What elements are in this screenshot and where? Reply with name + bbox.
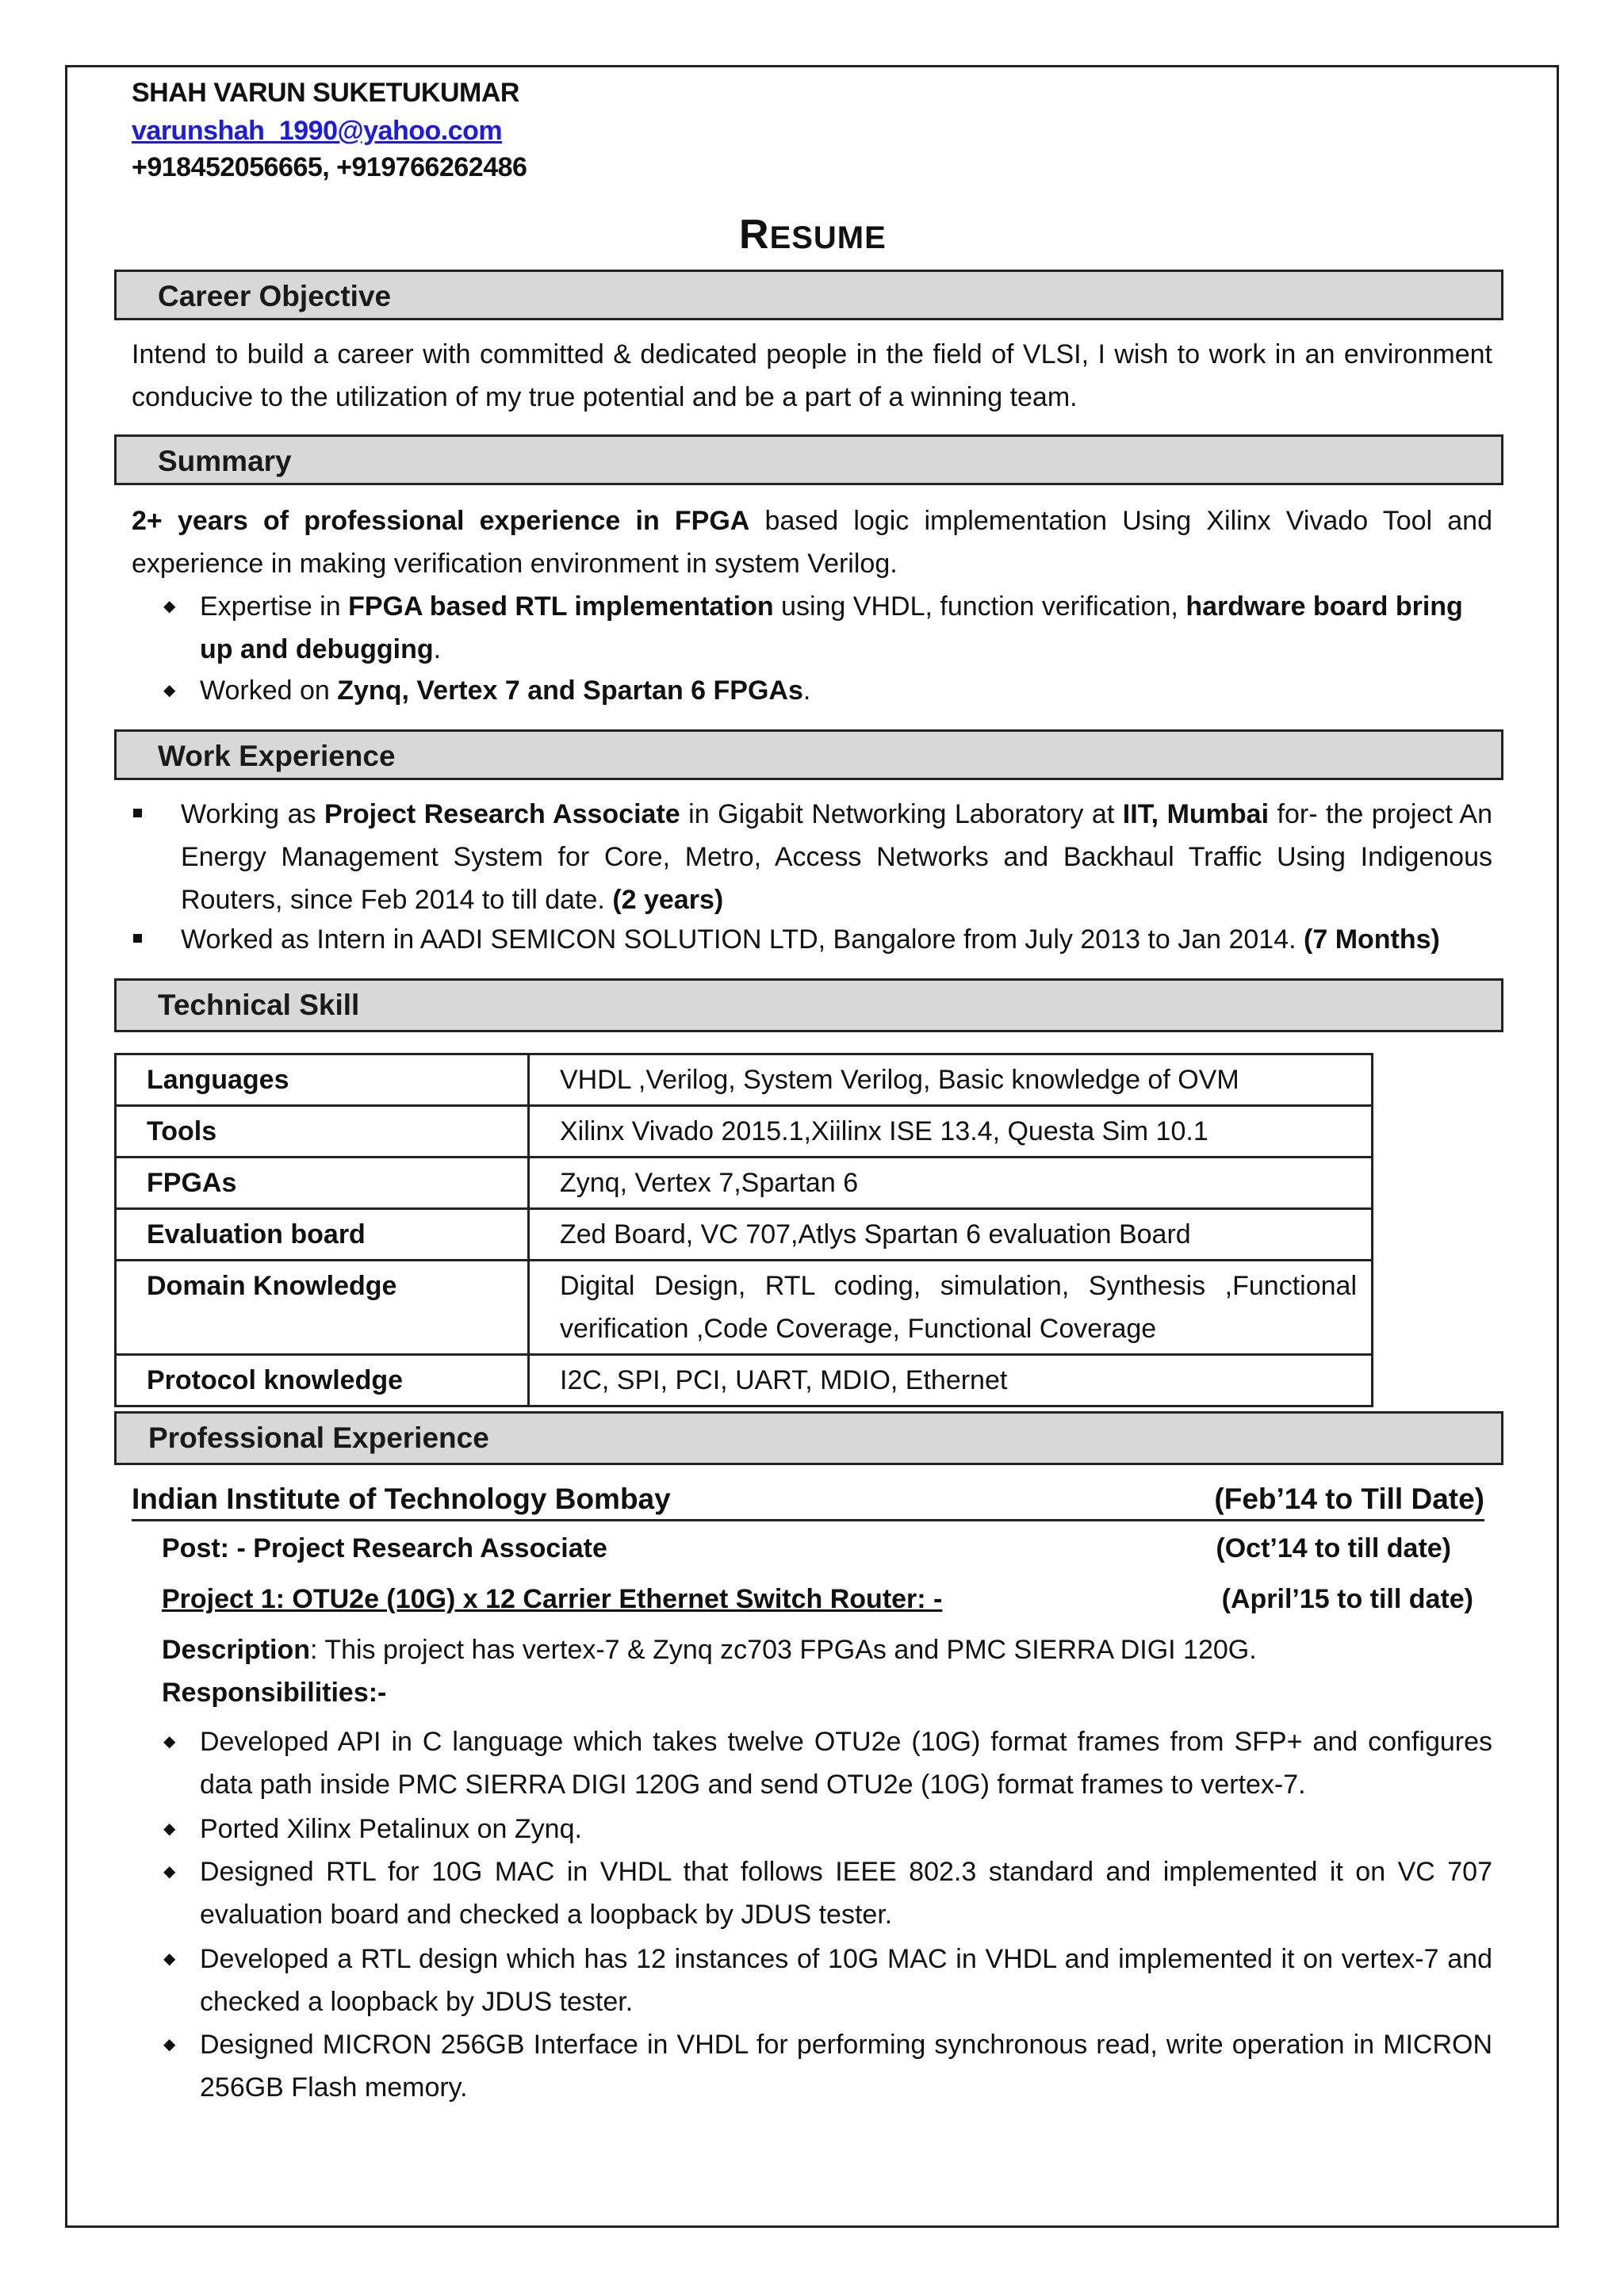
work-item-2 <box>181 918 1440 961</box>
bullet-diamond-icon: ◆ <box>163 1820 176 1838</box>
summary-title: Summary <box>158 445 292 477</box>
responsibility-item: Developed API in C language which takes twelve OTU2e (10G) format frames from SFP+ and configures data path inside PMC SIERRA DIGI 120G and send OTU2e (10G) format frames to vertex-7. <box>200 1727 1492 1800</box>
summary-header <box>114 434 1503 485</box>
bullet-diamond-icon: ◆ <box>163 1950 176 1968</box>
responsibility-item: Ported Xilinx Petalinux on Zynq. <box>200 1814 582 1844</box>
skills-row <box>116 1355 1373 1406</box>
work-item-1 <box>181 793 1492 921</box>
work-1-pre: Working as <box>181 799 324 829</box>
org-dates: (Feb’14 to Till Date) <box>1214 1483 1484 1515</box>
summary-b1-mid: using VHDL, function verification, <box>773 591 1186 622</box>
professional-experience-title: Professional Experience <box>148 1422 489 1454</box>
email-link[interactable]: varunshah_1990@yahoo.com <box>132 116 503 146</box>
work-experience-header <box>114 729 1503 780</box>
skills-row <box>116 1054 1373 1106</box>
career-objective-text: Intend to build a career with committed & dedicated people in the field of VLSI, I wish to work in an environment conducive to the utilization of my true potential and be a part of a winning team. <box>132 339 1492 412</box>
summary-bullet-1 <box>200 585 1492 671</box>
skill-value: Xilinx Vivado 2015.1,Xiilinx ISE 13.4, Questa Sim 10.1 <box>529 1106 1373 1158</box>
work-1-rest: for- the project An Energy Management System for Core, Metro, Access Networks and Backhaul Traffic Using Indigenous Routers, since Feb 2014 to till date. <box>181 799 1493 915</box>
work-2-duration: (7 Months) <box>1304 924 1440 955</box>
description-label: Description <box>162 1635 311 1665</box>
skill-value: I2C, SPI, PCI, UART, MDIO, Ethernet <box>529 1355 1373 1406</box>
summary-b1-end: . <box>433 634 442 664</box>
summary-b1-pre: Expertise in <box>200 591 349 622</box>
project-title: Project 1: OTU2e (10G) x 12 Carrier Ethernet Switch Router: - <box>162 1584 943 1614</box>
org-name: Indian Institute of Technology Bombay <box>132 1483 671 1515</box>
responsibility-item: Designed MICRON 256GB Interface in VHDL for performing synchronous read, write operation in MICRON 256GB Flash memory. <box>200 2030 1492 2103</box>
skill-value: Digital Design, RTL coding, simulation, Synthesis ,Functional verification ,Code Coverage, Functional Coverage <box>529 1261 1373 1355</box>
summary-b2-pre: Worked on <box>200 675 338 706</box>
career-objective-title: Career Objective <box>158 280 392 312</box>
work-1-mid: in Gigabit Networking Laboratory at <box>680 799 1123 829</box>
skill-category: Languages <box>116 1054 529 1106</box>
bullet-diamond-icon: ◆ <box>163 2036 176 2053</box>
summary-intro-bold: 2+ years of professional experience in FPGA <box>132 506 750 536</box>
bullet-square-icon <box>133 934 142 943</box>
responsibility-item: Developed a RTL design which has 12 instances of 10G MAC in VHDL and implemented it on vertex-7 and checked a loopback by JDUS tester. <box>200 1944 1492 2017</box>
skills-table <box>114 1053 1373 1407</box>
bullet-diamond-icon: ◆ <box>163 1863 176 1881</box>
skill-category: Protocol knowledge <box>116 1355 529 1406</box>
professional-experience-header <box>114 1411 1503 1465</box>
org-underline <box>132 1519 1484 1521</box>
bullet-diamond-icon: ◆ <box>163 598 176 615</box>
summary-b1-bold1: FPGA based RTL implementation <box>348 591 774 622</box>
responsibility-item: Designed RTL for 10G MAC in VHDL that follows IEEE 802.3 standard and implemented it on VC 707 evaluation board and checked a loopback by JDUS tester. <box>200 1857 1492 1930</box>
work-2-text: Worked as Intern in AADI SEMICON SOLUTION LTD, Bangalore from July 2013 to Jan 2014. <box>181 924 1304 955</box>
skill-category: FPGAs <box>116 1158 529 1209</box>
work-1-role: Project Research Associate <box>324 799 680 829</box>
skill-value: Zynq, Vertex 7,Spartan 6 <box>529 1158 1373 1209</box>
career-objective-header <box>114 270 1503 320</box>
skill-category: Tools <box>116 1106 529 1158</box>
skills-row <box>116 1261 1373 1355</box>
bullet-square-icon <box>133 809 142 817</box>
post-title: Post: - Project Research Associate <box>162 1533 607 1563</box>
work-1-duration: (2 years) <box>612 885 724 915</box>
resume-title-initial: R <box>739 212 770 258</box>
technical-skill-header <box>114 978 1503 1032</box>
summary-b2-bold: Zynq, Vertex 7 and Spartan 6 FPGAs <box>337 675 803 706</box>
summary-intro-rest: based logic implementation Using Xilinx Vivado Tool and experience in making verification environment in system Verilog. <box>132 506 1493 579</box>
summary-b1-bold2: hardware board bring up and debugging <box>200 591 1463 664</box>
phone-numbers: +918452056665, +919766262486 <box>132 152 527 182</box>
project-description <box>162 1635 1257 1666</box>
skills-row <box>116 1209 1373 1261</box>
candidate-name: SHAH VARUN SUKETUKUMAR <box>132 78 519 108</box>
responsibilities-label: Responsibilities:- <box>162 1678 387 1708</box>
bullet-diamond-icon: ◆ <box>163 1733 176 1751</box>
post-dates: (Oct’14 to till date) <box>1216 1533 1451 1563</box>
summary-b2-end: . <box>802 675 811 706</box>
summary-bullet-2 <box>200 669 810 712</box>
resume-title-rest: ESUME <box>769 220 887 255</box>
skills-row <box>116 1106 1373 1158</box>
skill-category: Evaluation board <box>116 1209 529 1261</box>
skills-row <box>116 1158 1373 1209</box>
work-1-org: IIT, Mumbai <box>1122 799 1270 829</box>
summary-intro <box>132 499 1492 585</box>
bullet-diamond-icon: ◆ <box>163 682 176 699</box>
work-experience-title: Work Experience <box>158 740 396 772</box>
description-text: : This project has vertex-7 & Zynq zc703 FPGAs and PMC SIERRA DIGI 120G. <box>310 1635 1257 1665</box>
skill-value: VHDL ,Verilog, System Verilog, Basic knowledge of OVM <box>529 1054 1373 1106</box>
project-dates: (April’15 to till date) <box>1221 1584 1473 1614</box>
skill-category: Domain Knowledge <box>116 1261 529 1355</box>
resume-title <box>739 211 887 258</box>
technical-skill-title: Technical Skill <box>158 989 360 1021</box>
skill-value: Zed Board, VC 707,Atlys Spartan 6 evaluation Board <box>529 1209 1373 1261</box>
